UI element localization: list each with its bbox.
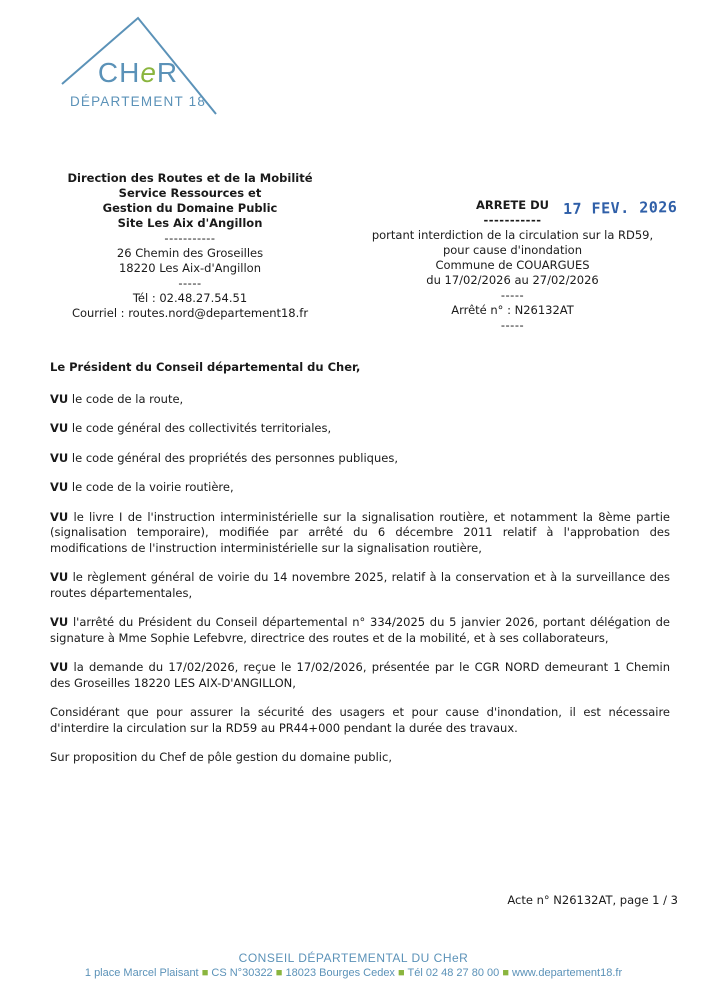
vu-label: VU xyxy=(50,615,69,629)
sender-line: Service Ressources et xyxy=(118,186,262,200)
sender-address: 26 Chemin des Groseilles xyxy=(116,246,264,260)
decree-subject: du 17/02/2026 au 27/02/2026 xyxy=(426,273,599,287)
sender-phone: Tél : 02.48.27.54.51 xyxy=(132,291,248,305)
sender-address: 18220 Les Aix-d'Angillon xyxy=(118,261,261,275)
date-stamp: 17 FEV. 2026 xyxy=(562,198,678,218)
separator-icon: ■ xyxy=(201,967,209,979)
separator-icon: ■ xyxy=(275,967,283,979)
logo-subtitle: DÉPARTEMENT 18 xyxy=(69,94,207,109)
separator-icon: ■ xyxy=(502,967,509,979)
cher-logo xyxy=(58,16,223,124)
vu-item: VU le code de la route, xyxy=(50,391,184,406)
logo-name: CHeR xyxy=(97,57,179,88)
separator: ----------- xyxy=(483,213,542,227)
decree-subject: pour cause d'inondation xyxy=(442,243,583,257)
sender-line: Direction des Routes et de la Mobilité xyxy=(67,171,313,185)
vu-item: VU le code général des propriétés des personnes publiques, xyxy=(50,450,398,465)
decree-body xyxy=(50,360,670,766)
vu-item: VU la demande du 17/02/2026, reçue le 17/02/2026, présentée par le CGR NORD demeurant 1 Chemin des Groseilles 18220 LES AIX-D'ANGILLON, xyxy=(50,660,670,690)
sender-line: Gestion du Domaine Public xyxy=(102,201,278,215)
vu-label: VU xyxy=(50,509,69,524)
vu-label: VU xyxy=(50,660,69,674)
decree-title: ARRETE DU xyxy=(475,198,550,212)
decree-subject: Commune de COUARGUES xyxy=(435,258,590,272)
website-link[interactable]: www.departement18.fr xyxy=(512,967,623,979)
vu-item: VU le livre I de l'instruction interministérielle sur la signalisation routière, et notamment la 8ème partie (signalisation temporaire), modifiée par arrêté du 6 décembre 2011 relatif à l'approbation des modifications de l'instruction interministérielle sur la signalisation routière, xyxy=(50,509,670,555)
intro: Le Président du Conseil départemental du Cher, xyxy=(50,360,361,374)
page-reference: Acte n° N26132AT, page 1 / 3 xyxy=(507,893,678,907)
vu-item: VU l'arrêté du Président du Conseil départemental n° 334/2025 du 5 janvier 2026, portant délégation de signature à Mme Sophie Lefebvre, directrice des routes et de la mobilité, et à ses collaborateurs, xyxy=(50,615,671,645)
considerant: Considérant que pour assurer la sécurité des usagers et pour cause d'inondation, il est nécessaire d'interdire la circulation sur la RD59 au PR44+000 pendant la durée des travaux. xyxy=(50,705,670,735)
vu-item: VU le code général des collectivités territoriales, xyxy=(50,421,332,435)
vu-label: VU xyxy=(50,421,69,435)
separator: ----- xyxy=(178,276,202,290)
vu-label: VU xyxy=(50,570,69,584)
separator: ----- xyxy=(500,288,525,302)
vu-item: VU le code de la voirie routière, xyxy=(50,480,234,494)
decree-block xyxy=(360,198,665,333)
sender-line: Site Les Aix d'Angillon xyxy=(117,216,263,230)
vu-item: VU le règlement général de voirie du 14 novembre 2025, relatif à la conservation et à la surveillance des routes départementales, xyxy=(50,570,670,600)
separator: ----------- xyxy=(164,231,216,245)
proposition: Sur proposition du Chef de pôle gestion du domaine public, xyxy=(50,750,392,764)
footer-address: 1 place Marcel Plaisant ■ CS N°30322 ■ 18023 Bourges Cedex ■ Tél 02 48 27 80 00 ■ www.departement18.fr xyxy=(84,967,623,979)
separator: ----- xyxy=(500,318,525,332)
sender-block xyxy=(40,171,340,321)
vu-label: VU xyxy=(50,480,69,494)
vu-label: VU xyxy=(50,450,69,465)
decree-subject: portant interdiction de la circulation sur la RD59, xyxy=(371,228,654,242)
vu-label: VU xyxy=(50,391,69,406)
decree-number: Arrêté n° : N26132AT xyxy=(451,303,574,317)
sender-email: Courriel : routes.nord@departement18.fr xyxy=(71,306,309,320)
separator-icon: ■ xyxy=(398,967,405,979)
footer-org: CONSEIL DÉPARTEMENTAL DU CHeR xyxy=(238,951,469,965)
